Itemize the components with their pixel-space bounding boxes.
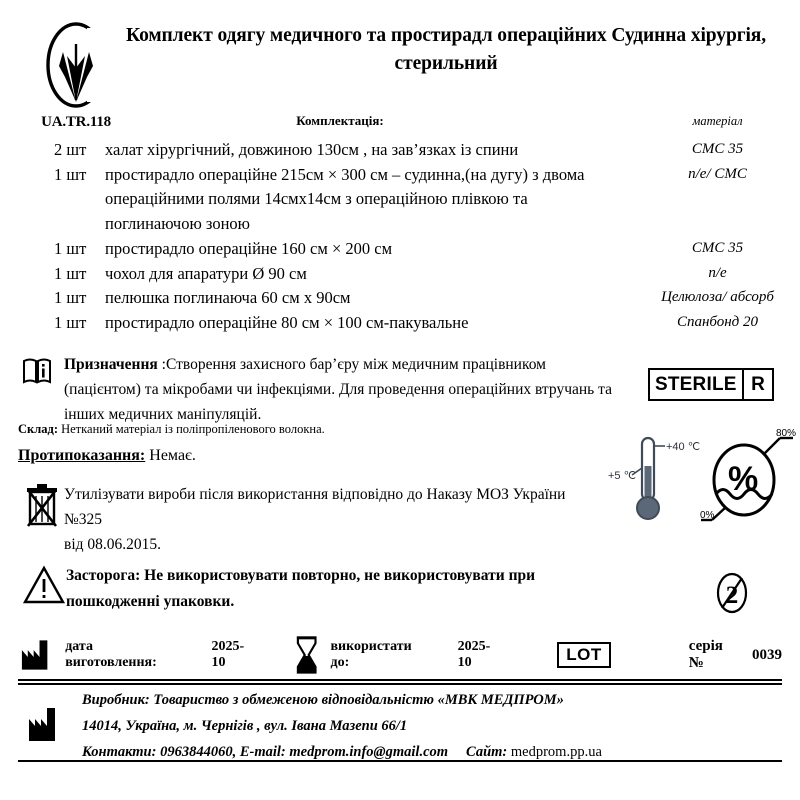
- do-not-reuse-icon: [712, 568, 752, 618]
- disposal-line-1: Утилізувати вироби після використання відповідно до Наказу МОЗ України №325: [64, 486, 566, 529]
- sklad-value: Нетканий матеріал із поліпропіленового волокна.: [57, 422, 325, 436]
- humidity-max-label: 80%: [776, 428, 796, 439]
- row-qty: 1 шт: [54, 263, 87, 283]
- row-description: [105, 163, 635, 237]
- divider-top: [18, 679, 782, 681]
- hourglass-icon: [293, 635, 320, 675]
- percent-glyph: %: [728, 460, 759, 498]
- row-qty: 1 шт: [54, 288, 87, 308]
- purpose-label: Призначення: [64, 356, 158, 373]
- table-row: [0, 311, 800, 336]
- purpose-line-1: [64, 352, 620, 377]
- row-material: n/e/ СМС: [688, 165, 747, 182]
- row-description-line1: чохол для апаратури Ø 90 см: [105, 263, 307, 283]
- lot-group: [557, 642, 611, 669]
- contraindications-value: Немає.: [149, 447, 196, 464]
- manufacturer-text: [82, 688, 782, 765]
- page-title: Комплект одягу медичного та простирадл операційних Судинна хірургія, стерильний: [126, 25, 766, 74]
- ukraine-conformity-trident-icon: [45, 22, 107, 108]
- row-qty: 2 шт: [54, 139, 87, 159]
- column-header-material: матеріал: [692, 114, 743, 128]
- expiry-date-group: [293, 635, 503, 675]
- row-description-line1: простирадло операційне 215см × 300 см – судинна,(на дугу) з двома: [105, 164, 585, 184]
- row-material: Целюлоза/ абсорб: [661, 289, 774, 306]
- factory-icon: [24, 704, 64, 744]
- contraindications-block: [18, 446, 196, 467]
- warning-block: [0, 563, 600, 616]
- row-description: [105, 286, 635, 311]
- row-material: СМС 35: [691, 239, 744, 256]
- batch-value: 0039: [752, 646, 782, 663]
- disposal-line-2: від 08.06.2015.: [64, 536, 162, 554]
- manufacturer-factory-icon-wrap: [18, 704, 82, 749]
- row-description: [105, 138, 635, 163]
- contacts-label: Контакти:: [82, 743, 157, 760]
- manufacturer-block: [18, 688, 782, 765]
- contraindications-label: Протипоказання:: [18, 447, 146, 464]
- warning-text: [66, 563, 600, 616]
- table-header-row: [0, 113, 800, 130]
- row-qty: 1 шт: [54, 164, 87, 184]
- manufacture-date-value: 2025-10: [211, 639, 245, 670]
- expiry-date-label: використати до:: [330, 639, 412, 670]
- divider-top-2: [18, 683, 782, 685]
- row-description-line1: простирадло операційне 160 см × 200 см: [105, 238, 393, 258]
- contacts-value: 0963844060, E-mail: medprom.info@gmail.com: [156, 743, 449, 760]
- table-row: [0, 286, 800, 311]
- lot-badge: LOT: [557, 642, 611, 669]
- purpose-line1-text: :Створення захисного бар’єру між медичним працівником: [157, 356, 546, 373]
- disposal-text: [64, 482, 600, 557]
- thermometer-icon: [608, 432, 704, 530]
- row-qty: 1 шт: [54, 313, 87, 333]
- table-row: [0, 138, 800, 163]
- sterile-badge: [648, 368, 774, 401]
- column-header-description: Комплектація:: [296, 113, 384, 128]
- sterile-method: R: [751, 373, 765, 395]
- storage-humidity-symbol: [700, 428, 796, 537]
- divider-bottom: [18, 760, 782, 762]
- disposal-block: [0, 482, 600, 557]
- manufacturer-label: Виробник:: [82, 692, 150, 708]
- batch-group: [689, 638, 782, 672]
- purpose-line-2: (пацієнтом) та мікробами чи інфекціями. Для проведення операційних втручань та: [64, 381, 612, 399]
- crossed-out-bin-icon-wrap: [0, 482, 64, 557]
- row-material: n/e: [708, 264, 727, 281]
- warning-triangle-icon: [22, 565, 66, 605]
- humidity-icon: [700, 428, 796, 532]
- consult-instructions-icon-wrap: [0, 352, 64, 427]
- sterile-label: STERILE: [655, 373, 737, 395]
- warning-triangle-icon-wrap: [0, 563, 66, 616]
- manufacturer-address: 14014, Україна, м. Чернігів , вул. Івана Мазепи 66/1: [82, 717, 408, 734]
- manufacturer-name: Товариство з обмеженою відповідальністю «МВК МЕДПРОМ»: [149, 692, 564, 708]
- composition-material-note: [18, 421, 325, 437]
- manufacturer-line-1: [82, 688, 782, 714]
- warning-line-1: Засторога: Не використовувати повторно, не використовувати при: [66, 567, 536, 584]
- manufacture-date-label: дата виготовлення:: [65, 639, 157, 670]
- row-description: [105, 237, 635, 262]
- purpose-text: [64, 352, 620, 427]
- humidity-min-label: 0%: [700, 510, 715, 521]
- temp-min-label: +5 ℃: [608, 470, 636, 482]
- conformity-code: UA.TR.118: [41, 114, 111, 130]
- row-description-line1: простирадло операційне 80 см × 100 см-пакувальне: [105, 313, 469, 333]
- row-description: [105, 311, 635, 336]
- expiry-date-value: 2025-10: [457, 639, 491, 670]
- purpose-line-3: інших медичних маніпуляцій.: [64, 406, 262, 424]
- row-material: СМС 35: [691, 140, 744, 157]
- table-row: [0, 262, 800, 287]
- warning-line-2: пошкодженні упаковки.: [66, 593, 235, 611]
- row-description: [105, 262, 635, 287]
- purpose-block: [0, 352, 620, 427]
- dates-row: [18, 631, 782, 679]
- website-value: medprom.pp.ua: [507, 743, 602, 760]
- row-description-line1: пелюшка поглинаюча 60 см х 90см: [105, 288, 351, 308]
- manufacture-date-group: [18, 637, 257, 673]
- row-material: Спанбонд 20: [676, 314, 759, 331]
- table-row: [0, 237, 800, 262]
- batch-label: серія №: [688, 638, 723, 671]
- row-qty: 1 шт: [54, 238, 87, 258]
- sklad-label: Склад:: [18, 422, 58, 436]
- composition-table: [0, 113, 800, 336]
- factory-icon: [18, 637, 55, 673]
- crossed-out-bin-icon: [22, 482, 62, 528]
- website-label: Сайт:: [466, 743, 508, 760]
- row-description-line2: операційними полями 14смх14см з операційною плівкою та поглинаючою зоною: [105, 189, 528, 234]
- do-not-reuse-number: 2: [725, 582, 739, 609]
- storage-temperature-symbol: [608, 432, 704, 535]
- temp-max-label: +40 ℃: [666, 441, 701, 453]
- consult-instructions-icon: [22, 357, 52, 385]
- table-row: [0, 163, 800, 237]
- row-description-line1: халат хірургічний, довжиною 130см , на зав’язках із спини: [105, 139, 519, 159]
- do-not-reuse-symbol: [712, 568, 752, 623]
